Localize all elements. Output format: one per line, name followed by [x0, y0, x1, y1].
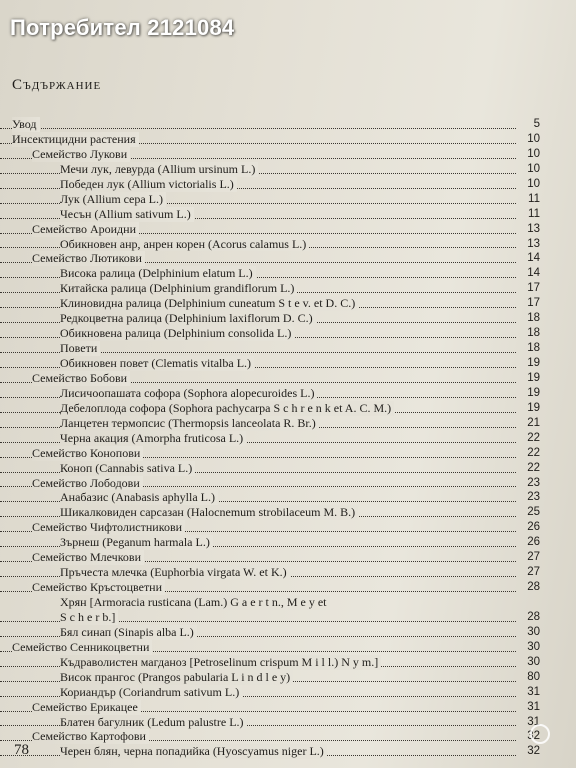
toc-entry-page: 5: [533, 118, 540, 130]
toc-entry-page: 26: [527, 536, 540, 549]
toc-entry: [0, 341, 576, 356]
toc-entry-page: 32: [527, 745, 540, 758]
toc-entry: [0, 565, 576, 580]
toc-entry-page: 30: [527, 655, 540, 668]
toc-entry: [0, 700, 576, 715]
toc-entry-page: 18: [527, 327, 540, 340]
toc-entry: [0, 461, 576, 476]
toc-entry-title: Семейство Сенникоцветни: [12, 640, 152, 655]
toc-entry: [0, 401, 576, 416]
toc-entry-title: Семейство Картофови: [32, 729, 149, 744]
toc-entry-title: Черен блян, черна попадийка (Hyoscyamus niger L.): [60, 744, 327, 759]
toc-entry-title: Семейство Кръстоцветни: [32, 580, 165, 595]
toc-entry-page: 19: [527, 371, 540, 384]
toc-entry-title: Обикновен анр, анрен корен (Acorus calamus L.): [60, 237, 309, 252]
toc-entry: [0, 490, 576, 505]
toc-entry-page: 22: [527, 461, 540, 474]
toc-entry-title: Лисичоопашата софора (Sophora alopecuroides L.): [60, 386, 317, 401]
toc-entry: [0, 386, 576, 401]
toc-entry-page: 10: [527, 147, 540, 160]
toc-entry: [0, 266, 576, 281]
toc-entry-page: 31: [527, 715, 540, 728]
toc-entry-title: Победен лук (Allium victorialis L.): [60, 177, 237, 192]
toc-entry-page: 23: [527, 476, 540, 489]
toc-entry-page: 23: [527, 491, 540, 504]
toc-entry: [0, 416, 576, 431]
toc-entry-title: Коноп (Cannabis sativa L.): [60, 461, 195, 476]
toc-entry-page: 31: [527, 700, 540, 713]
toc-entry: [0, 535, 576, 550]
toc-entry-title: Блатен багулник (Ledum palustre L.): [60, 715, 247, 730]
toc-entry-page: 28: [527, 581, 540, 594]
toc-entry-page: 28: [527, 610, 540, 623]
toc-entry-title: Шикалковиден сарсазан (Halocnemum strobilaceum M. B.): [60, 505, 358, 520]
toc-entry: [0, 685, 576, 700]
toc-entry: [0, 147, 576, 162]
toc-entry-page: 22: [527, 431, 540, 444]
toc-entry-title: Хрян [Armoracia rusticana (Lam.) G a e r t n., M e y et: [60, 595, 330, 610]
toc-entry-title: Кориандър (Coriandrum sativum L.): [60, 685, 242, 700]
toc-entry-title: Обикновена ралица (Delphinium consolida L.): [60, 326, 294, 341]
toc-entry-page: 17: [527, 282, 540, 295]
toc-entry: [0, 356, 576, 371]
toc-entry-title: Семейство Бобови: [32, 371, 130, 386]
toc-entry-page: 18: [527, 342, 540, 355]
toc-entry-title: Дебелоплода софора (Sophora pachycarpa S c h r e n k et A. C. M.): [60, 401, 394, 416]
toc-entry-page: 14: [527, 267, 540, 280]
toc-entry-title: Ланцетен термопсис (Thermopsis lanceolata R. Br.): [60, 416, 319, 431]
toc-entry: [0, 580, 576, 595]
toc-entry: [0, 476, 576, 491]
toc-entry-page: 30: [527, 625, 540, 638]
toc-entry: [0, 595, 576, 610]
toc-entry-title: Инсектицидни растения: [12, 132, 139, 147]
page-number: 78: [14, 742, 29, 758]
table-of-contents: [0, 117, 576, 759]
toc-entry-page: 17: [527, 297, 540, 310]
toc-entry-title: Семейство Чифтолистникови: [32, 520, 185, 535]
toc-entry-page: 11: [528, 207, 540, 220]
toc-entry: [0, 326, 576, 341]
toc-entry-page: 80: [527, 670, 540, 683]
toc-entry: [0, 281, 576, 296]
toc-entry-title: Повети: [60, 341, 100, 356]
user-watermark: Потребител 2121084: [10, 15, 235, 40]
toc-entry-title: Редкоцветна ралица (Delphinium laxiflorum D. C.): [60, 311, 316, 326]
toc-entry: [0, 655, 576, 670]
toc-entry-page: 11: [528, 192, 540, 205]
logo-ring-icon: [530, 724, 550, 744]
toc-entry-title: Анабазис (Anabasis aphylla L.): [60, 490, 218, 505]
toc-entry-title: Семейство Лютикови: [32, 251, 145, 266]
toc-entry: [0, 550, 576, 565]
toc-entry-page: 27: [527, 566, 540, 579]
toc-entry: [0, 625, 576, 640]
toc-entry-title: Пръчеста млечка (Euphorbia virgata W. et K.): [60, 565, 290, 580]
toc-entry: [0, 505, 576, 520]
toc-entry-page: 10: [527, 132, 540, 145]
toc-entry-page: 22: [527, 446, 540, 459]
toc-entry: [0, 162, 576, 177]
toc-entry-page: 19: [527, 401, 540, 414]
toc-entry: [0, 192, 576, 207]
toc-entry-page: 19: [527, 386, 540, 399]
toc-entry-page: 27: [527, 551, 540, 564]
toc-entry-title: S c h e r b.]: [60, 610, 118, 625]
toc-entry: [0, 177, 576, 192]
toc-entry-title: Семейство Лукови: [32, 147, 130, 162]
toc-entry: [0, 371, 576, 386]
toc-leader-dots: [0, 128, 516, 129]
toc-entry: [0, 251, 576, 266]
toc-entry-title: Семейство Млечкови: [32, 550, 144, 565]
toc-entry-title: Клиновидна ралица (Delphinium cuneatum S t e v. et D. C.): [60, 296, 358, 311]
toc-entry-title: Увод: [12, 117, 40, 132]
toc-entry-title: Семейство Конопови: [32, 446, 143, 461]
toc-entry: [0, 222, 576, 237]
toc-entry-page: 32: [527, 730, 540, 743]
toc-entry-title: Обикновен повет (Clematis vitalba L.): [60, 356, 254, 371]
toc-entry-page: 31: [527, 685, 540, 698]
toc-entry-page: 25: [527, 506, 540, 519]
toc-entry: [0, 520, 576, 535]
toc-entry-title: Лук (Allium cepa L.): [60, 192, 166, 207]
toc-entry-page: 10: [527, 162, 540, 175]
toc-entry: [0, 640, 576, 655]
toc-entry-page: 18: [527, 312, 540, 325]
toc-entry-title: Китайска ралица (Delphinium grandiflorum L.): [60, 281, 297, 296]
toc-entry: [0, 296, 576, 311]
toc-entry-page: 14: [527, 252, 540, 265]
toc-entry-title: Черна акация (Amorpha fruticosa L.): [60, 431, 246, 446]
toc-entry-page: 30: [527, 640, 540, 653]
toc-entry: [0, 610, 576, 625]
toc-entry-title: Семейство Ерикацее: [32, 700, 141, 715]
toc-entry-title: Семейство Лободови: [32, 476, 143, 491]
toc-entry: [0, 237, 576, 252]
toc-entry-title: Зърнеш (Peganum harmala L.): [60, 535, 213, 550]
toc-entry-title: Висок прангос (Prangos pabularia L i n d l e y): [60, 670, 293, 685]
toc-entry-title: Къдраволистен магданоз [Petroselinum crispum M i l l.) N y m.]: [60, 655, 381, 670]
toc-entry: [0, 744, 576, 759]
toc-entry-title: Семейство Ароидни: [32, 222, 139, 237]
toc-entry: [0, 431, 576, 446]
toc-entry-title: Бял синап (Sinapis alba L.): [60, 625, 197, 640]
page-title: Съдържание: [12, 77, 102, 93]
toc-entry-page: 13: [527, 222, 540, 235]
toc-entry-title: Чесън (Allium sativum L.): [60, 207, 194, 222]
toc-entry-page: 26: [527, 521, 540, 534]
toc-entry: [0, 117, 576, 132]
toc-entry: [0, 715, 576, 730]
site-logo-icon: [494, 723, 566, 759]
toc-entry: [0, 446, 576, 461]
toc-entry: [0, 670, 576, 685]
toc-entry-page: 19: [527, 357, 540, 369]
toc-entry-title: Висока ралица (Delphinium elatum L.): [60, 266, 256, 281]
toc-entry: [0, 729, 576, 744]
toc-entry-page: 13: [527, 237, 540, 250]
toc-entry: [0, 132, 576, 147]
toc-entry-page: 10: [527, 177, 540, 190]
toc-entry: [0, 311, 576, 326]
toc-entry: [0, 207, 576, 222]
toc-entry-page: 21: [527, 416, 540, 429]
toc-entry-title: Мечи лук, левурда (Allium ursinum L.): [60, 162, 258, 177]
